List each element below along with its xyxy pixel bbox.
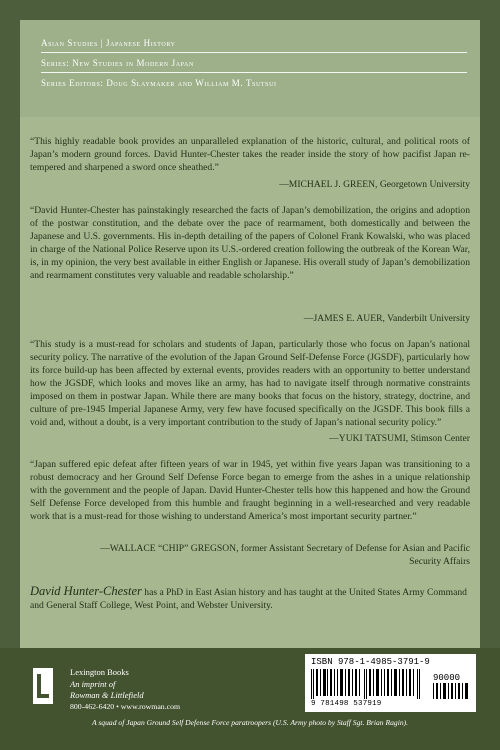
series-box [20, 20, 480, 117]
isbn-text: ISBN 978-1-4985-3791-9 [311, 657, 430, 667]
publisher-parent: Rowman & Littlefield [70, 690, 144, 700]
blurb-3-attribution: —YUKI TATSUMI, Stimson Center [329, 433, 470, 444]
series-category: Asian Studies | Japanese History [41, 38, 176, 48]
author-name: David Hunter-Chester [30, 584, 142, 598]
blurb-2: “David Hunter-Chester has painstakingly researched the facts of Japan’s demobilization, the origins and adoption of the postwar constitution, and the debate over the pace of rearmament, both domestically and between the Japanese and U.S. governments. His in-depth detailing of the papers of Colonel Frank Kowalski, who was placed in charge of the National Police Reserve upon its U.S.-ordered creation following the outbreak of the Korean War, is, in my opinion, the very best available in either English or Japanese. His overall study of Japan’s demobilization and rearmament constitutes very valuable and readable scholarship.” [30, 205, 470, 281]
publisher-name: Lexington Books [70, 667, 129, 677]
publisher-contact: 800-462-6420 • www.rowman.com [70, 702, 181, 711]
price-barcode-bars [433, 683, 469, 699]
photo-caption: A squad of Japan Ground Self Defense Force paratroopers (U.S. Army photo by Staff Sgt. Brian Ragin). [91, 718, 409, 727]
lexington-logo-icon [33, 668, 53, 704]
publisher-imprint: An imprint of [70, 679, 116, 689]
barcode-bars [311, 669, 423, 699]
blurb-4-attribution: —WALLACE “CHIP” GREGSON, former Assistant Secretary of Defense for Asian and Pacific Security Affairs [100, 543, 470, 567]
blurb-2-attribution: —JAMES E. AUER, Vanderbilt University [303, 313, 470, 324]
blurb-1-attribution: —MICHAEL J. GREEN, Georgetown University [279, 179, 470, 190]
series-divider [41, 72, 467, 73]
barcode [305, 654, 476, 712]
blurb-4: “Japan suffered epic defeat after fifteen years of war in 1945, yet within five years Japan was transitioning to a robust democracy and her Ground Self Defense Force began to emerge from the ashes in a unique relationship with the government and the people of Japan. David Hunter-Chester tells how this happened and how the Ground Self Defense Force developed from this humble and fraught beginning in a well-researched and very readable work that is a must-read for those wishing to understand America’s most important security partner.” [30, 459, 470, 522]
series-title: Series: New Studies in Modern Japan [41, 58, 194, 68]
series-divider [41, 52, 467, 53]
price-code: 90000 [433, 673, 461, 683]
blurb-3: “This study is a must-read for scholars and students of Japan, particularly those who focus on Japan’s national security policy. The narrative of the evolution of the Japan Ground Self-Defense Force (JGSDF), particularly how its force build-up has been affected by external events, provides readers with an opportunity to better understand how the JGSDF, which looks and moves like an army, has had to navigate itself through normative constraints imposed on them in postwar Japan. While there are many books that focus on the history, strategy, doctrine, and culture of pre-1945 Imperial Japanese Army, very few have focused specifically on the JGSDF. This book fills a void and, without a doubt, is a very important contribution to the study of Japan’s national security policy.” [30, 339, 470, 428]
author-bio-text: has a PhD in East Asian history and has taught at the United States Army Command and General Staff College, West Point, and Webster University. [30, 587, 467, 611]
author-bio [30, 585, 470, 612]
series-editors: Series Editors: Doug Slaymaker and William M. Tsutsui [41, 78, 277, 88]
barcode-digits: 9 781498 537919 [311, 700, 382, 708]
blurb-1: “This highly readable book provides an unparalleled explanation of the historic, cultural, and political roots of Japan’s modern ground forces. David Hunter-Chester takes the reader inside the story of how pacifist Japan re-tempered and sharpened a sword once sheathed.” [30, 136, 470, 173]
